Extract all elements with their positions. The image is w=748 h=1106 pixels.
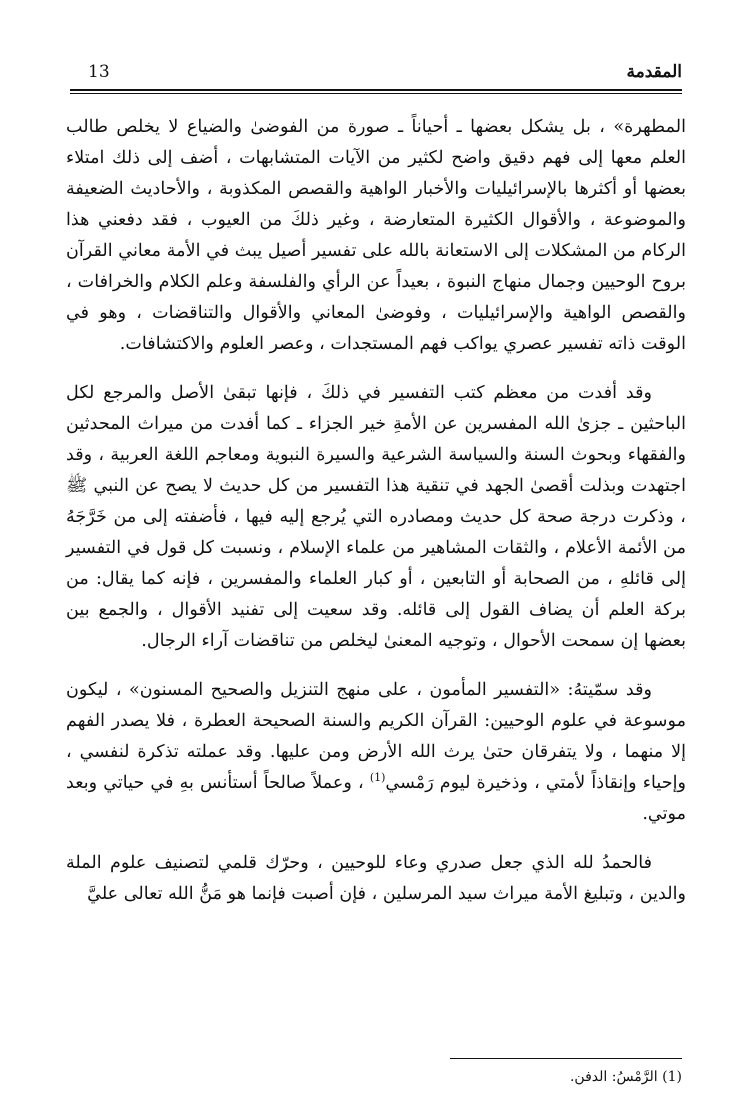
footnote-separator xyxy=(450,1058,682,1059)
footnote-marker: (1) xyxy=(662,1069,682,1085)
paragraph-4: فالحمدُ لله الذي جعل صدري وعاء للوحيين ، وحرّك قلمي لتصنيف علوم الملة والدين ، وتبليغ الأمة ميراث سيد المرسلين ، فإن أصبت فإنما هو مَنُّ الله تعالى عليَّ xyxy=(66,853,686,904)
main-text xyxy=(66,112,686,910)
page-number: 13 xyxy=(88,62,110,82)
paragraph-3-end: ، وعملاً صالحاً أستأنس بهِ في حياتي وبعد موتي. xyxy=(66,773,686,824)
header-title: المقدمة xyxy=(626,62,682,82)
paragraph-2: وقد أفدت من معظم كتب التفسير في ذلكَ ، فإنها تبقىٰ الأصل والمرجع لكل الباحثين ـ جزىٰ الله المفسرين عن الأمةِ خير الجزاء ـ كما أفدت من ميراث المحدثين والفقهاء وبحوث السنة والسياسة الشرعية والسيرة النبوية ومعاجم اللغة العربية ، وقد اجتهدت وبذلت أقصىٰ الجهد في تنقية هذا التفسير من كل حديث لا يصح عن النبي ﷺ ، وذكرت درجة صحة كل حديث ومصادره التي يُرجع إليه فيها ، فأضفته إلى من خَرَّجَهُ من الأئمة الأعلام ، والثقات المشاهير من علماء الإسلام ، ونسبت كل قول في التفسير إلى قائلهِ ، من الصحابة أو التابعين ، أو كبار العلماء والمفسرين ، فإنه كما يقال: من بركة العلم أن يضاف القول إلى قائله. وقد سعيت إلى تفنيد الأقوال ، والجمع بين بعضها إن سمحت الأحوال ، وتوجيه المعنىٰ ليخلص من تناقضات آراء الرجال. xyxy=(66,383,686,651)
paragraph-3 xyxy=(66,675,686,830)
header-rule-thin xyxy=(70,93,682,94)
header-rule xyxy=(70,89,682,91)
paragraph-1: المطهرة» ، بل يشكل بعضها ـ أحياناً ـ صورة من الفوضىٰ والضياع لا يخلص طالب العلم معها إلى فهم دقيق واضح لكثير من الآيات المتشابهات ، أضف إلى ذلك امتلاء بعضها أو أكثرها بالإسرائيليات والأخبار الواهية والقصص المكذوبة ، والأحاديث الضعيفة والموضوعة ، والأقوال الكثيرة المتعارضة ، وغير ذلكَ من العيوب ، فقد دفعني هذا الركام من المشكلات إلى الاستعانة بالله على تفسير أصيل يبث في الأمة معاني القرآن بروح الوحيين وجمال منهاج النبوة ، بعيداً عن الرأي والفلسفة وعلم الكلام والخرافات ، والقصص الواهية والإسرائيليات ، وفوضىٰ المعاني والأقوال والتناقضات ، وهو في الوقت ذاته تفسير عصري يواكب فهم المستجدات ، وعصر العلوم والاكتشافات. xyxy=(66,117,686,354)
footnote-reference: (1) xyxy=(369,771,386,785)
paragraph-3-start: وقد سمّيتهُ: «التفسير المأمون ، على منهج التنزيل والصحيح المسنون» ، ليكون موسوعة في علوم الوحيين: القرآن الكريم والسنة الصحيحة العطرة ، فلا يصدر الفهم إلا منهما ، ولا يتفرقان حتىٰ يرث الله الأرض ومن عليها. وقد عملته تذكرة لنفسي ، وإحياء وإنقاذاً لأمتي ، وذخيرة ليوم رَمْسي xyxy=(66,680,686,793)
footnote-text: الرَّمْسُ: الدفن. xyxy=(569,1069,658,1085)
running-header xyxy=(70,58,682,92)
footnote xyxy=(360,1066,682,1088)
